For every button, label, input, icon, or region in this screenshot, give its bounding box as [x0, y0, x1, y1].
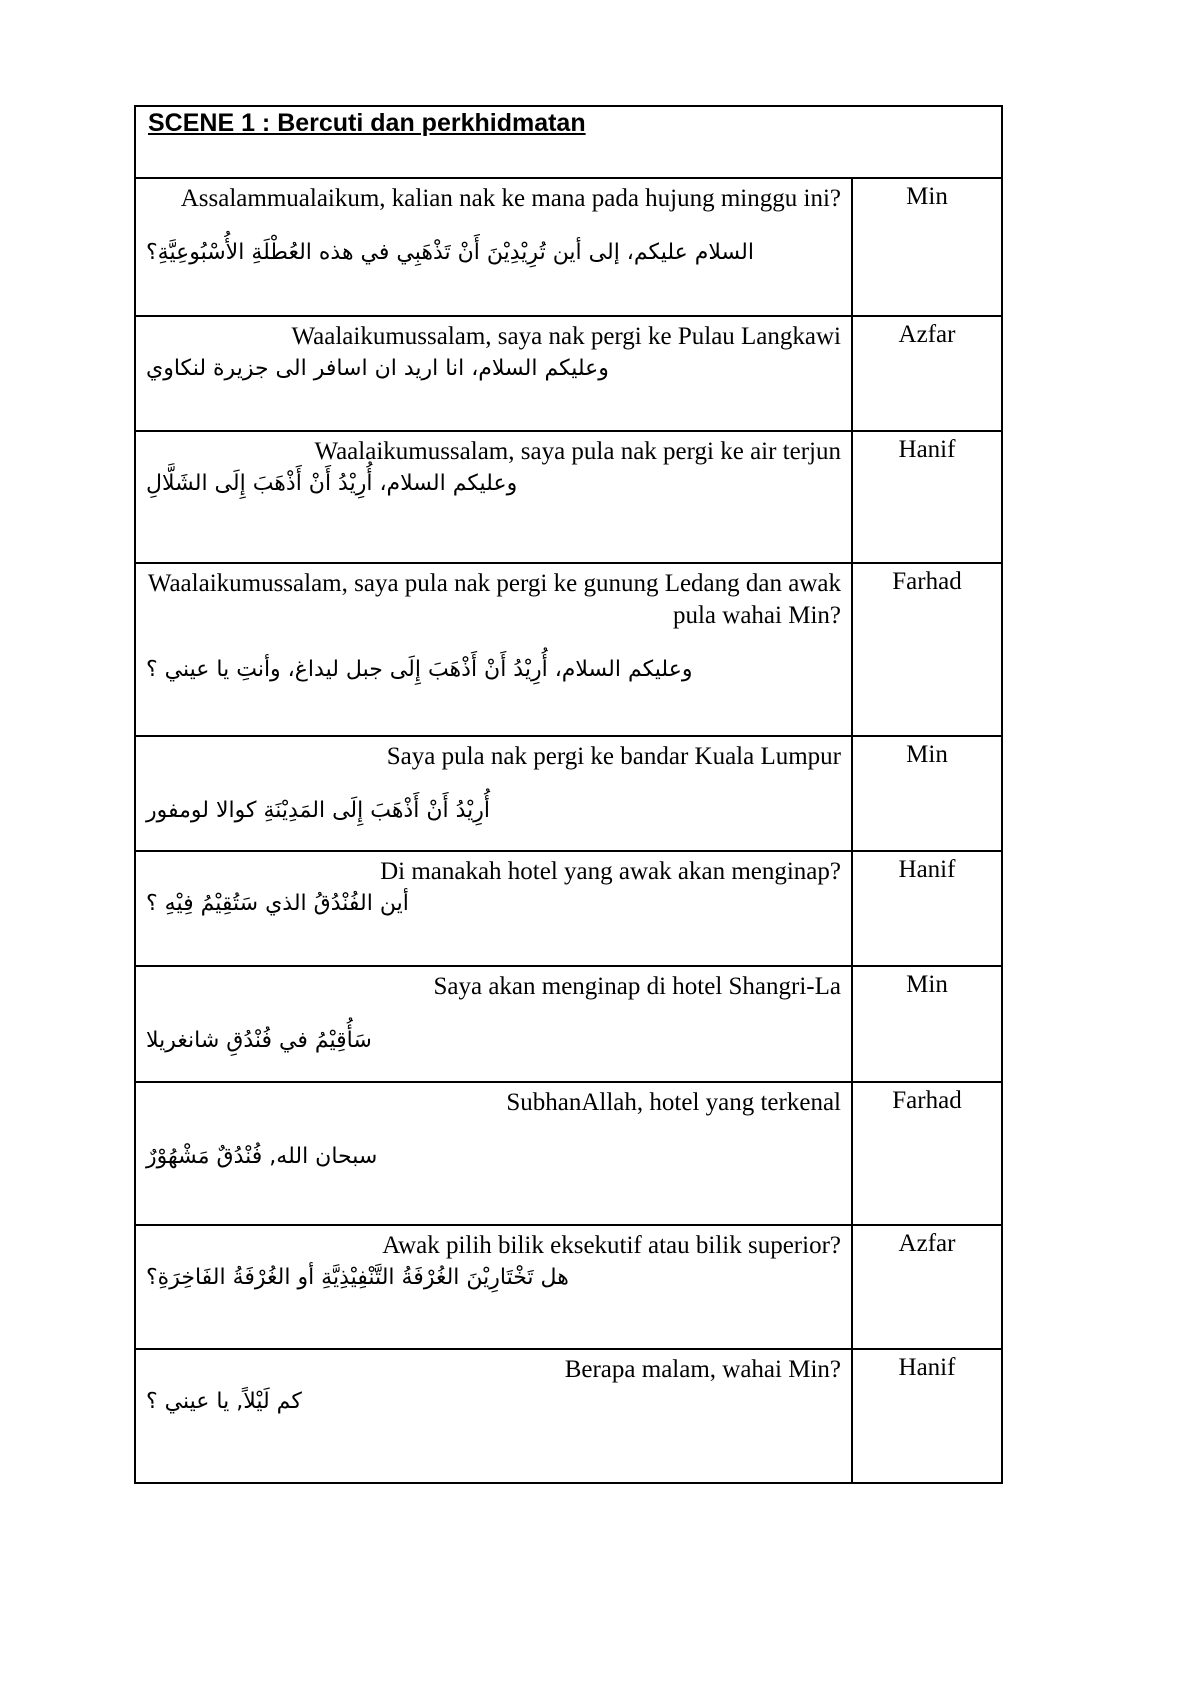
dialog-cell	[136, 737, 853, 850]
dialog-cell	[136, 1226, 853, 1348]
arabic-line: هل تَخْتَارِيْنَ الغُرْفَةُ التَّنْفِيْذِيَّةِ أو الغُرْفَةُ الفَاخِرَةِ؟	[146, 1265, 569, 1290]
malay-line: Berapa malam, wahai Min?	[564, 1356, 841, 1383]
table-row	[136, 1226, 1001, 1350]
table-row	[136, 432, 1001, 564]
dialogue-table	[134, 105, 1003, 1484]
dialog-cell	[136, 967, 853, 1081]
malay-line: Saya pula nak pergi ke bandar Kuala Lumpur	[386, 743, 841, 770]
speaker-name: Farhad	[892, 568, 962, 595]
malay-line: Awak pilih bilik eksekutif atau bilik superior?	[382, 1232, 841, 1259]
dialog-cell	[136, 432, 853, 562]
dialog-cell	[136, 564, 853, 735]
speaker-name: Azfar	[898, 321, 956, 348]
speaker-name: Min	[906, 971, 948, 998]
scene-title: SCENE 1 : Bercuti dan perkhidmatan	[136, 107, 1001, 179]
arabic-line: كم لَيْلاً, يا عيني ؟	[146, 1389, 302, 1414]
dialog-cell	[136, 1350, 853, 1482]
table-row	[136, 967, 1001, 1083]
dialog-cell	[136, 852, 853, 965]
arabic-line: وعليكم السلام، انا اريد ان اسافر الى جزيرة لنكاوي	[146, 356, 609, 381]
malay-line: Di manakah hotel yang awak akan menginap?	[380, 858, 841, 885]
malay-line: Waalaikumussalam, saya pula nak pergi ke air terjun	[314, 438, 841, 465]
table-row	[136, 564, 1001, 737]
dialog-cell	[136, 1083, 853, 1224]
table-row	[136, 852, 1001, 967]
malay-line: SubhanAllah, hotel yang terkenal	[506, 1089, 841, 1116]
arabic-line: أُرِيْدُ أَنْ أَذْهَبَ إِلَى المَدِيْنَةِ كوالا لومفور	[146, 798, 491, 823]
arabic-line: السلام عليكم، إلى أين تُرِيْدِيْنَ أَنْ تَذْهَبِي في هذه العُطْلَةِ الأُسْبُوعِيَّةِ؟	[146, 240, 754, 265]
arabic-line: وعليكم السلام، أُرِيْدُ أَنْ أَذْهَبَ إِلَى جبل ليداغ، وأنتِ يا عيني ؟	[146, 657, 693, 682]
arabic-line: أين الفُنْدُقُ الذي سَتُقِيْمُ فِيْهِ ؟	[146, 891, 409, 916]
arabic-line: سَأُقِيْمُ في فُنْدُقِ شانغريلا	[146, 1028, 372, 1053]
table-row	[136, 1083, 1001, 1226]
arabic-line: وعليكم السلام، أُرِيْدُ أَنْ أَذْهَبَ إِلَى الشَلَّالِ	[146, 471, 518, 496]
speaker-name: Min	[906, 741, 948, 768]
malay-line: Waalaikumussalam, saya pula nak pergi ke gunung Ledang dan awak pula wahai Min?	[147, 570, 841, 629]
dialog-cell	[136, 317, 853, 430]
table-row	[136, 317, 1001, 432]
dialog-cell	[136, 179, 853, 315]
speaker-name: Azfar	[898, 1230, 956, 1257]
malay-line: Saya akan menginap di hotel Shangri-La	[433, 973, 841, 1000]
malay-line: Assalammualaikum, kalian nak ke mana pada hujung minggu ini?	[180, 185, 841, 212]
arabic-line: سبحان الله, فُنْدُقٌ مَشْهُوْرٌ	[146, 1144, 378, 1169]
malay-line: Waalaikumussalam, saya nak pergi ke Pulau Langkawi	[291, 323, 841, 350]
speaker-name: Hanif	[898, 436, 956, 463]
speaker-name: Min	[906, 183, 948, 210]
speaker-name: Hanif	[898, 1354, 956, 1381]
speaker-name: Farhad	[892, 1087, 962, 1114]
speaker-name: Hanif	[898, 856, 956, 883]
table-row	[136, 1350, 1001, 1482]
table-row	[136, 179, 1001, 317]
table-row	[136, 737, 1001, 852]
